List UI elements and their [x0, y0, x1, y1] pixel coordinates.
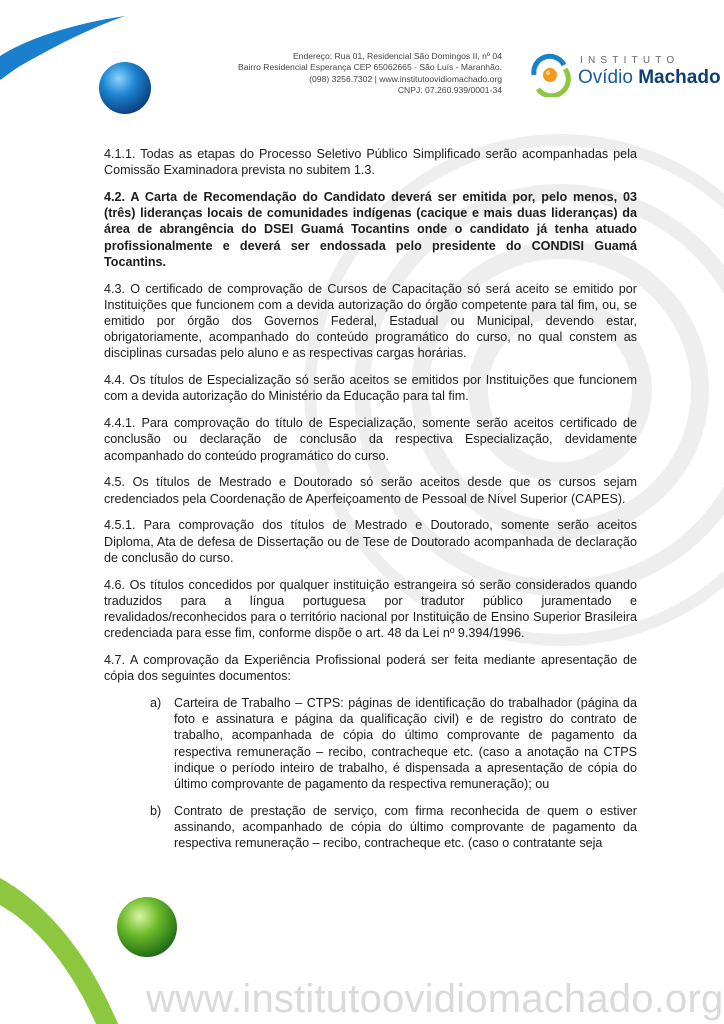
footer-website-url: www.institutoovidiomachado.org — [146, 977, 724, 1021]
paragraph-4-5-1: 4.5.1. Para comprovação dos títulos de Mestrado e Doutorado, somente serão aceitos Diploma, Ata de defesa de Dissertação ou de Tese de Doutorado acompanhada de declaração de conclusão do curso. — [104, 518, 637, 565]
list-item-text: Carteira de Trabalho – CTPS: páginas de identificação do trabalhador (página da foto e assinatura e página da qualificação civil) e de registro do contrato de trabalho, acompanhada de cópia do último comprovante de pagamento da respectiva remuneração – recibo, contracheque etc. (caso a anotação na CTPS indique o período inteiro de trabalho, é dispensada a apresentação de cópia do último comprovante de pagamento da respectiva remuneração); ou — [174, 696, 637, 792]
list-item — [104, 695, 637, 792]
bottom-green-sphere — [117, 897, 177, 957]
paragraph-4-3: 4.3. O certificado de comprovação de Cursos de Capacitação só será aceito se emitido por Instituições que funcionem com a devida autorização do órgão competente para tal fim, ou, se emitido por órgão dos Governos Federal, Estadual ou Municipal, devendo estar, obrigatoriamente, acompanhado do conteúdo programático do curso, no qual constem as disciplinas cursadas pelo aluno e as respectivas cargas horárias. — [104, 281, 637, 361]
list-item — [104, 803, 637, 852]
address-line: Bairro Residencial Esperança CEP 65062665 - São Luís - Maranhão. — [237, 62, 502, 73]
logo-institute-label: INSTITUTO — [580, 55, 680, 66]
cnpj-line: CNPJ: 07.260.939/0001-34 — [397, 85, 502, 96]
paragraph-4-4: 4.4. Os títulos de Especialização só serão aceitos se emitidos por Instituições que funcionem com a devida autorização do Ministério da Educação para tal fim. — [104, 373, 637, 404]
logo-name-regular: Ovídio — [578, 67, 633, 88]
list-item-text: Contrato de prestação de serviço, com firma reconhecida de quem o estiver assinando, acompanhado de cópia do último comprovante de pagamento da respectiva remuneração – recibo, contracheque etc. (caso o contratante seja — [174, 803, 637, 851]
address-line: Endereço: Rua 01, Residencial São Domingos II, nº 04 — [292, 51, 502, 61]
paragraph-4-2: 4.2. A Carta de Recomendação do Candidato deverá ser emitida por, pelo menos, 03 (três) lideranças locais de comunidades indígenas (cacique e mais duas lideranças) da área de abrangência do DSEI Guamá Tocantins onde o candidato já tenha atuado profissionalmente e deverá ser endossada pelo presidente do CONDISI Guamá Tocantins. — [104, 190, 637, 269]
documents-list — [104, 695, 637, 851]
contact-line: (098) 3256.7302 | www.institutoovidiomachado.org — [309, 73, 502, 84]
list-marker: a) — [150, 696, 162, 711]
paragraph-4-6: 4.6. Os títulos concedidos por qualquer instituição estrangeira só serão considerados quando traduzidos para a língua portuguesa por tradutor público juramentado e revalidados/reconhecidos para o território nacional por Instituição de Ensino Superior Brasileira credenciada para esse fim, conforme dispõe o art. 48 da Lei nº 9.394/1996. — [104, 577, 637, 641]
bottom-green-swoosh — [0, 878, 118, 1024]
logo-rings-icon — [524, 49, 576, 97]
paragraph-4-5: 4.5. Os títulos de Mestrado e Doutorado só serão aceitos desde que os cursos sejam credenciados pela Coordenação de Aperfeiçoamento de Pessoal de Nível Superior (CAPES). — [104, 475, 637, 506]
paragraph-4-4-1: 4.4.1. Para comprovação do título de Especialização, somente serão aceitos certificado de conclusão ou declaração de conclusão da respectiva Especialização, devidamente acompanhado do conteúdo programático do curso. — [104, 416, 637, 463]
document-body — [104, 146, 637, 862]
header-address — [238, 51, 502, 97]
top-blue-swoosh — [0, 16, 125, 80]
paragraph-4-1-1: 4.1.1. Todas as etapas do Processo Seletivo Público Simplificado serão acompanhadas pela Comissão Examinadora prevista no subitem 1.3. — [104, 147, 637, 178]
top-blue-sphere — [99, 62, 151, 114]
paragraph-4-7: 4.7. A comprovação da Experiência Profissional poderá ser feita mediante apresentação de cópia dos seguintes documentos: — [104, 653, 637, 684]
institute-logo — [524, 49, 721, 97]
logo-name-bold: Machado — [638, 67, 721, 88]
list-marker: b) — [150, 803, 162, 818]
logo-name — [578, 67, 721, 89]
